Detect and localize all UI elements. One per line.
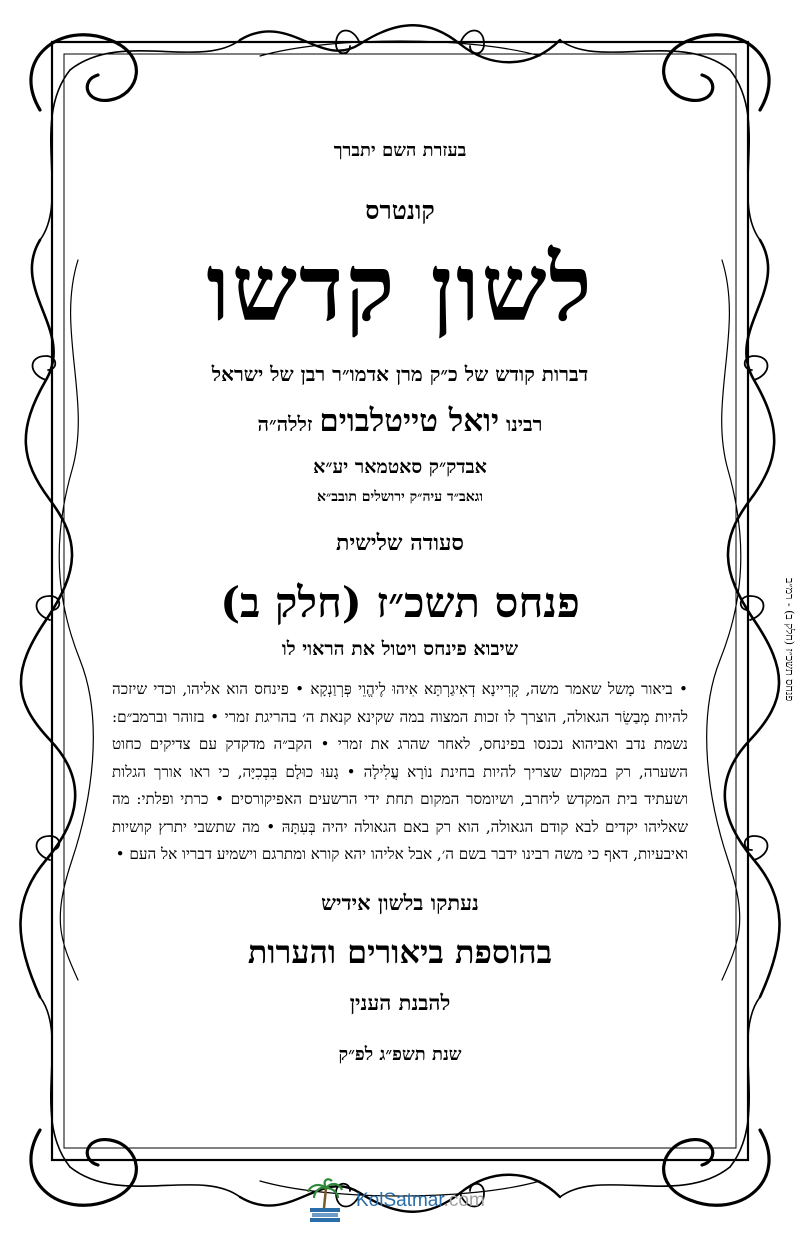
understanding-note: להבנת הענין	[349, 990, 451, 1015]
main-title: לשון קדשו	[206, 234, 594, 342]
author-suffix: זללה״ה	[257, 412, 313, 436]
year-line: שנת תשפ״ג לפ״ק	[338, 1044, 462, 1065]
parsha-title: פנחס תשכ״ז (חלק ב)	[220, 578, 580, 627]
subheading: שיבוא פינחס ויטול את הראוי לו	[281, 638, 519, 660]
kuntres-label: קונטרס	[365, 196, 435, 225]
author-prefix: רבינו	[506, 412, 543, 436]
logo-text	[356, 1190, 485, 1212]
additions-note: בהוספת ביאורים והערות	[247, 933, 553, 971]
summary-paragraph: • ביאור מָשל שאמר משה, קְרִיינָא דְאִיגַרְתָּא אִיהוּ לֶיהֱוֵי פְּרְוַנְקָא • פינחס הוא אליהו, וכדי שיזכה להיות מְבַשֵׂר הגאולה, הוצרך לו זכות המצוה במה שקינא קנאת ה׳ בהריגת זמרי • בזוהר וברמב״ם: נשמת נדב ואביהוא נכנסו בפינחס, לאחר שהרג את זמרי • הקב״ה מדקדק עם צדיקים כחוט השערה, רק במקום שצריך להיות בחינת נוֹרָא עֲלִילָה • גָעוּ כוּלָם בִּבְכִיָּה, כי ראו אורך הגלות ושעתיד בית המקדש ליחרב, ושיומסר המקום תחת ידי הרשעים האפיקורסים • כרתי ופלתי: מה שאליהו יקדים לבא קודם הגאולה, הוא רק באם הגאולה יהיה בְּעִתָּהּ • מה שתשבי יתרץ קושיות ואיבעיות, דאף כי משה רבינו ידבר בשם ה׳, אבל אליהו יהא קורא ומתרגם וישמיע דבריו אל העם •	[112, 680, 688, 863]
author-name: יואל טייטלבוים	[319, 403, 500, 439]
translation-note: נעתקו בלשון אידיש	[321, 890, 479, 915]
title-page	[112, 130, 688, 1150]
author-line-1: דברות קודש של כ״ק מרן אדמו״ר רבן של ישראל	[211, 362, 589, 386]
logo-name: KolSatmar	[356, 1190, 444, 1211]
logo-domain: .com	[443, 1190, 485, 1211]
top-blessing: בעזרת השם יתברך	[333, 140, 467, 161]
author-line-2	[112, 403, 688, 439]
spine-label: פנחס תשכ״ז (חלק ב) - רמ״ב	[783, 578, 796, 702]
author-line-3: אבדק״ק סאטמאר יע״א	[313, 456, 487, 478]
author-line-4: וגאב״ד עיה״ק ירושלים תובב״א	[317, 489, 483, 505]
occasion-label: סעודה שלישית	[336, 530, 464, 556]
palm-tree-books-icon	[302, 1178, 348, 1224]
kolsatmar-logo[interactable]	[302, 1178, 502, 1224]
